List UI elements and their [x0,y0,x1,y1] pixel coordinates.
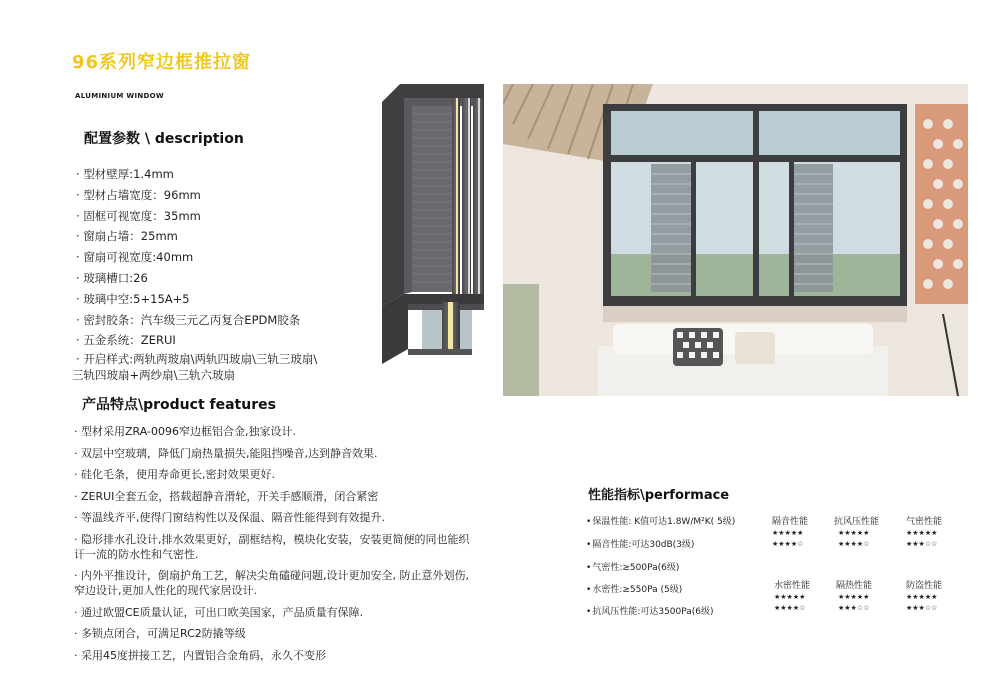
feature-item: · 内外平推设计，倒扇护角工艺，解决尖角磕碰问题,设计更加安全, 防止意外划伤, [74,568,554,583]
rating-stars: ★★★★★ [772,529,804,537]
rating-stars: ★★★★☆ [774,604,806,612]
rating-stars: ★★★☆☆ [906,540,938,548]
feature-item: · ZERUI全套五金，搭载超静音滑轮，开关手感顺滑，闭合紧密 [74,489,554,504]
rating-label: 防盗性能 [906,581,943,591]
config-item: · 型材壁厚:1.4mm [76,164,317,185]
config-item: · 窗扇占墙：25mm [76,226,317,247]
rating-label: 水密性能 [774,581,811,591]
feature-item: · 通过欧盟CE质量认证，可出口欧美国家，产品质量有保障. [74,605,554,620]
rating-stars: ★★★★★ [906,593,938,601]
rating-label: 隔热性能 [836,581,873,591]
config-item: 三轨四玻扇+两纱扇\三轨六玻扇 [72,368,236,383]
feature-item: · 等温线齐平,使得门窗结构性以及保温、隔音性能得到有效提升. [74,510,554,525]
rating-stars: ★★★★★ [774,593,806,601]
config-list [72,164,318,383]
config-item: · 开启样式:两轨两玻扇\两轨四玻扇\三轨三玻扇\ [76,351,317,367]
config-item: · 玻璃中空:5+15A+5 [76,289,317,310]
feature-item: 讦一流的防水性和气密性. [74,547,199,561]
config-item: · 密封胶条：汽车级三元乙丙复合EPDM胶条 [76,310,317,331]
rating-stars: ★★★★★ [838,593,870,601]
page-subtitle: ALUMINIUM WINDOW [75,92,164,100]
rating-stars: ★★★☆☆ [906,604,938,612]
feature-item: · 硅化毛条，使用寿命更长,密封效果更好. [74,467,554,482]
interior-photo [503,84,968,396]
performance-row: • 保温性能: K值可达1.8W/M²K( 5级) [586,514,735,527]
page-title: 96系列窄边框推拉窗 [72,52,252,73]
rating-label: 抗风压性能 [834,517,880,527]
rating-stars: ★★★★☆ [838,540,870,548]
features-heading: 产品特点\product features [82,397,276,413]
config-heading: 配置参数 \ description [84,131,244,147]
rating-label: 气密性能 [906,517,943,527]
config-item: · 五金系统：ZERUI [76,330,317,351]
feature-item: 窄边设计,更加人性化的现代家居设计. [74,584,257,597]
performance-row: • 隔音性能:可达30dB(3级) [586,537,694,550]
config-item: · 型材占墙宽度：96mm [76,185,317,206]
rating-stars: ★★★☆☆ [838,604,870,612]
feature-item: · 多锁点闭合，可满足RC2防撬等级 [74,626,554,641]
feature-item: · 型材采用ZRA-0096窄边框铝合金,独家设计. [74,424,554,439]
feature-item: · 隐形排水孔设计,排水效果更好，副框结构，模块化安装，安装更简便的同也能织 [74,532,554,547]
feature-item: · 双层中空玻璃，降低门扇热量损失,能阻挡噪音,达到静音效果. [74,446,554,461]
config-item: · 玻璃槽口:26 [76,268,317,289]
config-item: · 窗扇可视宽度:40mm [76,247,317,268]
performance-row: • 水密性:≥550Pa (5级) [586,582,682,595]
features-list [74,424,554,669]
feature-item: · 采用45度拼接工艺，内置铝合金角码，永久不变形 [74,648,554,663]
rating-stars: ★★★★★ [838,529,870,537]
rating-stars: ★★★★★ [906,529,938,537]
performance-heading: 性能指标\performace [588,488,730,503]
rating-stars: ★★★★☆ [772,540,804,548]
config-item: · 固框可视宽度：35mm [76,206,317,227]
performance-row: • 气密性:≥500Pa(6级) [586,560,679,573]
rating-label: 隔音性能 [772,517,809,527]
performance-row: • 抗风压性能:可达3500Pa(6级) [586,604,714,617]
window-profile-image [382,84,484,364]
